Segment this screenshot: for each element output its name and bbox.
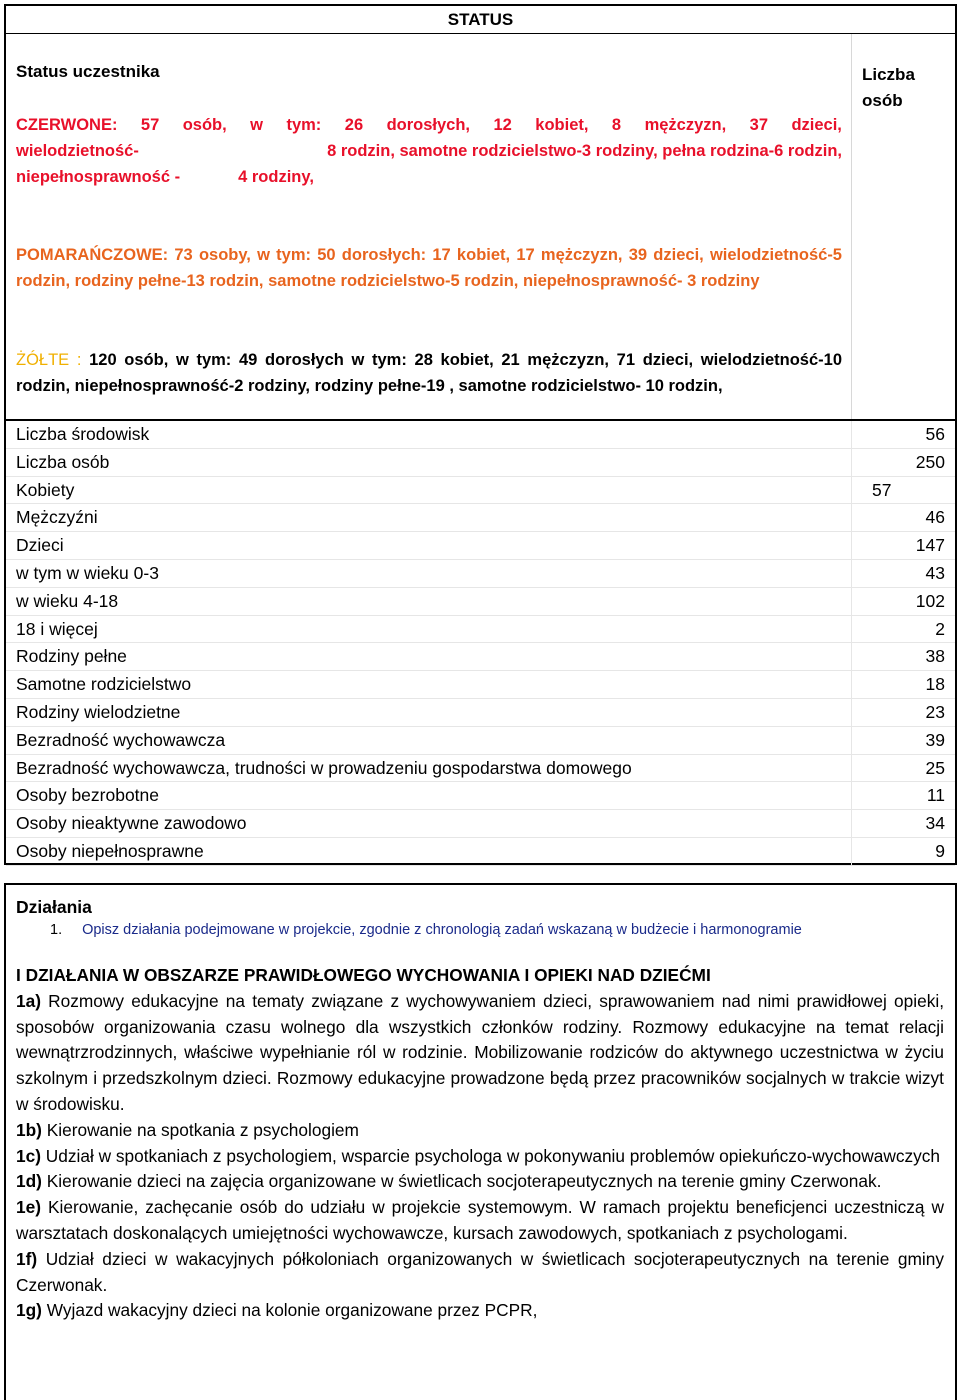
- red-group-word: dorosłych,: [386, 116, 471, 134]
- red-group-word: CZERWONE:: [16, 116, 118, 134]
- section-title: I DZIAŁANIA W OBSZARZE PRAWIDŁOWEGO WYCHOWANIA I OPIEKI NAD DZIEĆMI: [16, 965, 711, 985]
- column-divider: [851, 477, 852, 504]
- action-code: 1g): [16, 1300, 42, 1321]
- stat-label: Osoby bezrobotne: [16, 785, 160, 806]
- stat-label: w tym w wieku 0-3: [16, 563, 159, 583]
- stat-label: Osoby nieaktywne zawodowo: [16, 813, 247, 834]
- action-text: Udział dzieci w wakacyjnych półkoloniach organizowanych w świetlicach socjoterapeutycznych na terenie gminy Czerwonak.: [16, 1248, 944, 1295]
- status-heading: Status uczestnika: [16, 62, 160, 81]
- action-text: Rozmowy edukacyjne na tematy związane z wychowywaniem dzieci, sprawowaniem nad nimi prawidłowej opieki, sposobów organizowania czasu wolnego dla wszystkich członków rodziny. Rozmowy edukacyjne na temat relacji wewnątrzrodzinnych, właściwe wypełnianie ról w rodzinie. Mobilizowanie rodziców do aktywnego uczestnictwa w życiu szkolnym i przedszkolnym dzieci. Rozmowy edukacyjne prowadzone będą przez pracowników socjalnych w trakcie wizyt w środowisku.: [16, 990, 944, 1114]
- instruction-number: 1.: [50, 922, 63, 938]
- stat-label: Rodziny pełne: [16, 646, 127, 667]
- red-group-word: kobiet,: [535, 116, 589, 134]
- red-group-text: niepełnosprawność -: [16, 168, 181, 186]
- stat-value: 9: [935, 841, 945, 861]
- stat-value: 43: [925, 563, 945, 583]
- action-text: Kierowanie dzieci na zajęcia organizowane w świetlicach socjoterapeutycznych na terenie gminy Czerwonak.: [41, 1171, 882, 1192]
- stat-label: Osoby niepełnosprawne: [16, 841, 204, 861]
- stat-label: Bezradność wychowawcza, trudności w prowadzeniu gospodarstwa domowego: [16, 757, 632, 778]
- red-group-text: wielodzietność-: [16, 142, 139, 160]
- stat-value: 147: [915, 535, 945, 556]
- action-item: [16, 1169, 944, 1195]
- stat-row: [6, 449, 955, 477]
- red-group-text: 4 rodziny,: [238, 168, 314, 186]
- action-text: Kierowanie, zachęcanie osób do udziału w projekcie systemowym. W ramach projektu beneficjenci uczestniczą w warsztatach doskonalących umiejętności wychowawcze, kursach zawodowych, spotkaniach z psychologami.: [16, 1197, 944, 1243]
- column-divider: [851, 616, 852, 643]
- actions-section: [4, 883, 957, 1400]
- stat-label: Rodziny wielodzietne: [16, 702, 181, 722]
- stat-row: [6, 782, 955, 810]
- column-divider: [851, 643, 852, 670]
- column-divider: [851, 504, 852, 531]
- stat-value: 23: [925, 702, 945, 722]
- stat-value: 11: [926, 785, 945, 806]
- statistics-table: [4, 419, 957, 865]
- stat-row: [6, 504, 955, 532]
- red-group-line: [16, 112, 842, 138]
- stat-value: 2: [935, 618, 945, 639]
- stat-value: 102: [915, 590, 945, 611]
- stat-value: 39: [925, 729, 945, 750]
- actions-instruction: [50, 922, 802, 938]
- red-group-word: 8: [611, 116, 622, 134]
- red-group-word: tym:: [286, 116, 322, 134]
- column-divider: [851, 588, 852, 615]
- column-divider: [851, 755, 852, 782]
- column-divider: [851, 532, 852, 559]
- status-group-yellow: [16, 347, 842, 399]
- action-text: Wyjazd wakacyjny dzieci na kolonie organizowane przez PCPR,: [41, 1300, 538, 1321]
- stat-row: [6, 588, 955, 616]
- red-group-word: 26: [344, 116, 364, 134]
- action-code: 1b): [16, 1119, 42, 1140]
- stat-label: Liczba środowisk: [16, 424, 150, 444]
- status-group-orange: POMARAŃCZOWE: 73 osoby, w tym: 50 dorosłych: 17 kobiet, 17 mężczyzn, 39 dzieci, wielodzietność-5 rodzin, rodziny pełne-13 rodzin, samotne rodzicielstwo-5 rodzin, niepełnosprawność- 3 rodziny: [16, 246, 842, 290]
- action-text: Udział w spotkaniach z psychologiem, wsparcie psychologa w pokonywaniu problemów opiekuńczo-wychowawczych: [40, 1145, 941, 1166]
- red-group-word: osób,: [182, 116, 227, 134]
- action-item: [16, 1118, 944, 1144]
- document-title: STATUS: [4, 4, 957, 34]
- stat-value: 46: [925, 507, 945, 528]
- stat-row: [6, 421, 955, 449]
- stat-row: [6, 532, 955, 560]
- column-divider: [851, 838, 852, 865]
- column-divider: [851, 727, 852, 754]
- action-text: Kierowanie na spotkania z psychologiem: [41, 1119, 359, 1140]
- column-divider: [851, 560, 852, 587]
- action-code: 1a): [16, 990, 41, 1011]
- stat-value: 18: [925, 674, 945, 695]
- stat-label: Mężczyźni: [16, 507, 98, 528]
- actions-body: [16, 963, 944, 1324]
- stat-label: Bezradność wychowawcza: [16, 729, 226, 750]
- red-group-word: mężczyzn,: [644, 116, 727, 134]
- column-divider: [851, 671, 852, 698]
- stat-value: 57: [872, 479, 892, 500]
- stat-label: Liczba osób: [16, 451, 110, 472]
- action-code: 1d): [16, 1171, 42, 1192]
- action-code: 1f): [16, 1248, 38, 1269]
- red-group-word: dzieci,: [791, 116, 842, 134]
- status-group-red: [16, 112, 842, 190]
- action-item: [16, 1144, 944, 1170]
- count-column-heading: Liczba osób: [862, 65, 915, 110]
- stat-row: [6, 727, 955, 755]
- stat-row: [6, 838, 955, 866]
- action-item: [16, 1195, 944, 1247]
- stat-value: 56: [925, 424, 945, 444]
- stat-row: [6, 616, 955, 644]
- stat-label: 18 i więcej: [16, 618, 98, 639]
- red-group-text: 8 rodzin, samotne rodzicielstwo-3 rodziny, pełna rodzina-6 rodzin,: [327, 142, 842, 160]
- action-item: [16, 989, 944, 1118]
- instruction-text: Opisz działania podejmowane w projekcie, zgodnie z chronologią zadań wskazaną w budżecie i harmonogramie: [82, 922, 802, 938]
- stat-row: [6, 560, 955, 588]
- column-divider: [851, 699, 852, 726]
- action-code: 1e): [16, 1197, 41, 1218]
- stat-row: [6, 477, 955, 505]
- column-divider: [851, 782, 852, 809]
- stat-label: Samotne rodzicielstwo: [16, 674, 192, 695]
- red-group-word: 12: [493, 116, 512, 134]
- stat-row: [6, 755, 955, 783]
- red-group-line: [16, 138, 842, 164]
- red-group-word: w: [250, 116, 264, 134]
- stat-label: w wieku 4-18: [16, 590, 119, 611]
- action-item: [16, 1247, 944, 1299]
- red-group-word: 37: [749, 116, 768, 134]
- status-section: [4, 34, 957, 419]
- column-divider: [851, 810, 852, 837]
- action-item: [16, 1298, 944, 1324]
- stat-value: 38: [925, 646, 945, 667]
- yellow-group-text: 120 osób, w tym: 49 dorosłych w tym: 28 kobiet, 21 mężczyzn, 71 dzieci, wielodzietność-10 rodzin, niepełnosprawność-2 rodziny, rodziny pełne-19 , samotne rodzicielstwo- 10 rodzin,: [16, 351, 843, 395]
- stat-row: [6, 699, 955, 727]
- stat-label: Kobiety: [16, 479, 75, 500]
- column-divider: [851, 421, 852, 448]
- action-code: 1c): [16, 1145, 41, 1166]
- yellow-group-label: ŻÓŁTE :: [16, 351, 82, 369]
- stat-label: Dzieci: [16, 535, 64, 556]
- stat-value: 250: [915, 451, 945, 472]
- stat-row: [6, 643, 955, 671]
- stat-value: 34: [925, 813, 945, 834]
- stat-row: [6, 810, 955, 838]
- red-group-word: 57: [140, 116, 160, 134]
- status-description-cell: [6, 34, 851, 419]
- red-group-line: [16, 164, 842, 190]
- status-count-cell: [851, 34, 957, 419]
- column-divider: [851, 449, 852, 476]
- stat-row: [6, 671, 955, 699]
- actions-label: Działania: [16, 897, 92, 917]
- stat-value: 25: [925, 757, 945, 778]
